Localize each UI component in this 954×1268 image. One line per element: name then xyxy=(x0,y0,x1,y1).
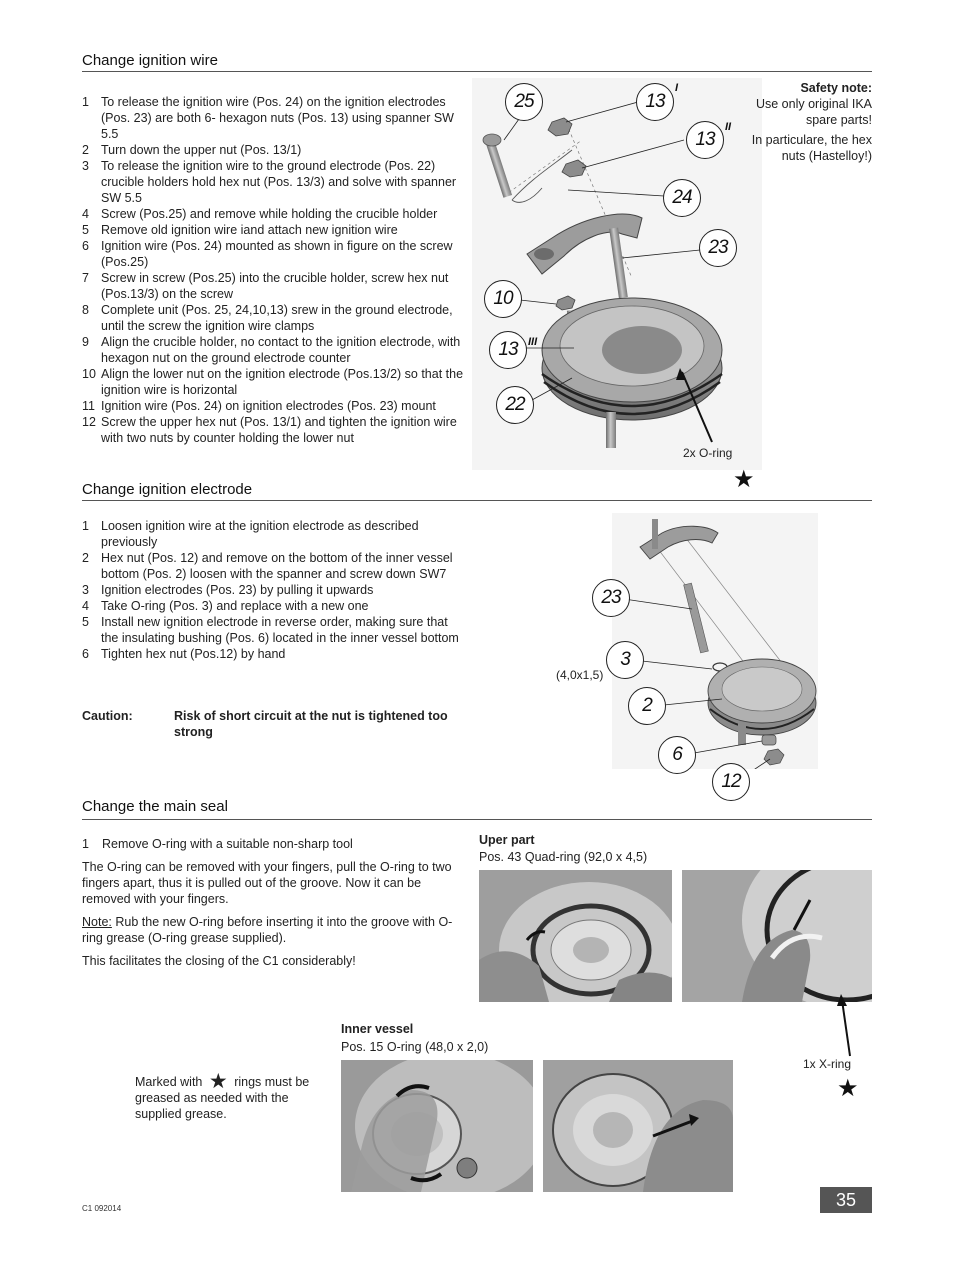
caution-label: Caution: xyxy=(82,709,133,723)
list-item: 7 Screw in screw (Pos.25) into the crucible holder, screw hex nut (Pos.13/3) on the screw xyxy=(82,271,449,301)
section-title-ignition-electrode: Change ignition electrode xyxy=(82,481,253,498)
photo-inner-vessel-tool xyxy=(543,1060,733,1192)
ignition-wire-steps xyxy=(82,94,472,446)
divider xyxy=(82,71,872,72)
photo-inner-vessel-removal xyxy=(341,1060,533,1192)
callout-22: 22 xyxy=(496,386,534,424)
callout-23: 23 xyxy=(699,229,737,267)
grease-note: Marked with ★ rings must be greased as needed with the supplied grease. xyxy=(135,1070,310,1121)
callout-3: 3 xyxy=(606,641,644,679)
list-item: 5 Remove old ignition wire iand attach new ignition wire xyxy=(82,223,398,237)
document-footer: C1 092014 xyxy=(82,1204,122,1213)
closing-paragraph: This facilitates the closing of the C1 considerably! xyxy=(82,954,356,968)
section-title-main-seal: Change the main seal xyxy=(82,798,228,815)
list-item: 4 Take O-ring (Pos. 3) and replace with a new one xyxy=(82,599,369,613)
list-item: 11 Ignition wire (Pos. 24) on ignition electrodes (Pos. 23) mount xyxy=(82,399,436,413)
list-item: 3 To release the ignition wire to the ground electrode (Pos. 22) crucible holders hold hex nut (Pos. 13/3) and solve with spanner SW 5.5 xyxy=(82,159,457,205)
list-item: 6 Tighten hex nut (Pos.12) by hand xyxy=(82,647,286,661)
list-item: 2 Turn down the upper nut (Pos. 13/1) xyxy=(82,143,302,157)
callout-roman-3: III xyxy=(528,336,538,348)
section-title-ignition-wire: Change ignition wire xyxy=(82,52,218,69)
callout-6: 6 xyxy=(658,736,696,774)
list-item: 10 Align the lower nut on the ignition electrode (Pos.13/2) so that the ignition wire is horizontal xyxy=(82,367,464,397)
photo-hands-quad-ring xyxy=(479,870,672,1002)
list-item: 12 Screw the upper hex nut (Pos. 13/1) and tighten the ignition wire with two nuts by counter holding the lower nut xyxy=(82,415,457,445)
photo-upper-part-removal xyxy=(479,870,672,1002)
note-label: Note: xyxy=(82,915,112,929)
note-paragraph: Note: Rub the new O-ring before inserting it into the groove with O-ring grease (O-ring grease supplied). xyxy=(82,915,453,945)
safety-note-title: Safety note: xyxy=(800,81,872,95)
callout-roman-1: I xyxy=(675,82,679,94)
list-item: 4 Screw (Pos.25) and remove while holding the crucible holder xyxy=(82,207,438,221)
photo-inner-vessel-hands xyxy=(341,1060,533,1192)
callout-10: 10 xyxy=(484,280,522,318)
x-ring-pointer-arrow xyxy=(836,994,856,1058)
safety-note xyxy=(742,80,872,164)
safety-note-hex: In particulare, the hex nuts (Hastelloy!) xyxy=(751,133,872,163)
divider xyxy=(82,500,872,501)
caution-text: Risk of short circuit at the nut is tightened too strong xyxy=(174,709,448,739)
photo-upper-part-fingers xyxy=(682,870,872,1002)
callout-25: 25 xyxy=(505,83,543,121)
callout-24: 24 xyxy=(663,179,701,217)
oring-dimension-label: (4,0x1,5) xyxy=(556,668,604,682)
x-ring-label: 1x X-ring xyxy=(803,1057,852,1071)
callout-roman-2: II xyxy=(725,121,732,133)
list-item: 2 Hex nut (Pos. 12) and remove on the bottom of the inner vessel bottom (Pos. 2) loosen with the spanner and screw down SW7 xyxy=(82,551,453,581)
oring-label: 2x O-ring xyxy=(683,446,733,460)
list-item: 1 To release the ignition wire (Pos. 24) on the ignition electrodes (Pos. 23) are both 6- hexagon nuts (Pos. 13) using spanner SW 5.5 xyxy=(82,95,454,141)
list-item: 1 Loosen ignition wire at the ignition electrode as described previously xyxy=(82,519,419,549)
callout-13-1: 13 xyxy=(636,83,674,121)
star-icon: ★ xyxy=(733,466,755,493)
star-icon: ★ xyxy=(837,1075,859,1102)
list-item: 5 Install new ignition electrode in reverse order, making sure that the insulating bushing (Pos. 6) located in the inner vessel bottom xyxy=(82,615,459,645)
list-item: 3 Ignition electrodes (Pos. 23) by pulling it upwards xyxy=(82,583,374,597)
inner-vessel-position: Pos. 15 O-ring (48,0 x 2,0) xyxy=(341,1040,489,1054)
callout-12: 12 xyxy=(712,763,750,801)
callout-23-electrode: 23 xyxy=(592,579,630,617)
list-item: 1 Remove O-ring with a suitable non-sharp tool xyxy=(82,837,353,851)
main-seal-instructions xyxy=(82,836,470,969)
list-item: 8 Complete unit (Pos. 25, 24,10,13) srew in the ground electrode, until the screw the ignition wire clamps xyxy=(82,303,453,333)
inner-vessel-title: Inner vessel xyxy=(341,1022,414,1036)
removal-paragraph: The O-ring can be removed with your fingers, pull the O-ring to two fingers apart, thus it is pulled out of the groove. Now it can be removed with your fingers. xyxy=(82,860,452,906)
upper-part-title: Uper part xyxy=(479,833,535,847)
ignition-electrode-exploded-diagram xyxy=(612,513,818,769)
page-number: 35 xyxy=(820,1187,872,1213)
photo-inner-vessel-oring xyxy=(543,1060,733,1192)
callout-13-2: 13 xyxy=(686,121,724,159)
safety-note-text: Use only original IKA spare parts! xyxy=(755,97,872,127)
list-item: 9 Align the crucible holder, no contact to the ignition electrode, with hexagon nut on the ground electrode counter xyxy=(82,335,461,365)
divider xyxy=(82,819,872,820)
ignition-electrode-steps xyxy=(82,518,464,662)
callout-2: 2 xyxy=(628,687,666,725)
upper-part-position: Pos. 43 Quad-ring (92,0 x 4,5) xyxy=(479,850,648,864)
photo-fingers-x-ring xyxy=(682,870,872,1002)
callout-13-3: 13 xyxy=(489,331,527,369)
star-icon: ★ xyxy=(208,1070,228,1093)
list-item: 6 Ignition wire (Pos. 24) mounted as shown in figure on the screw (Pos.25) xyxy=(82,239,453,269)
